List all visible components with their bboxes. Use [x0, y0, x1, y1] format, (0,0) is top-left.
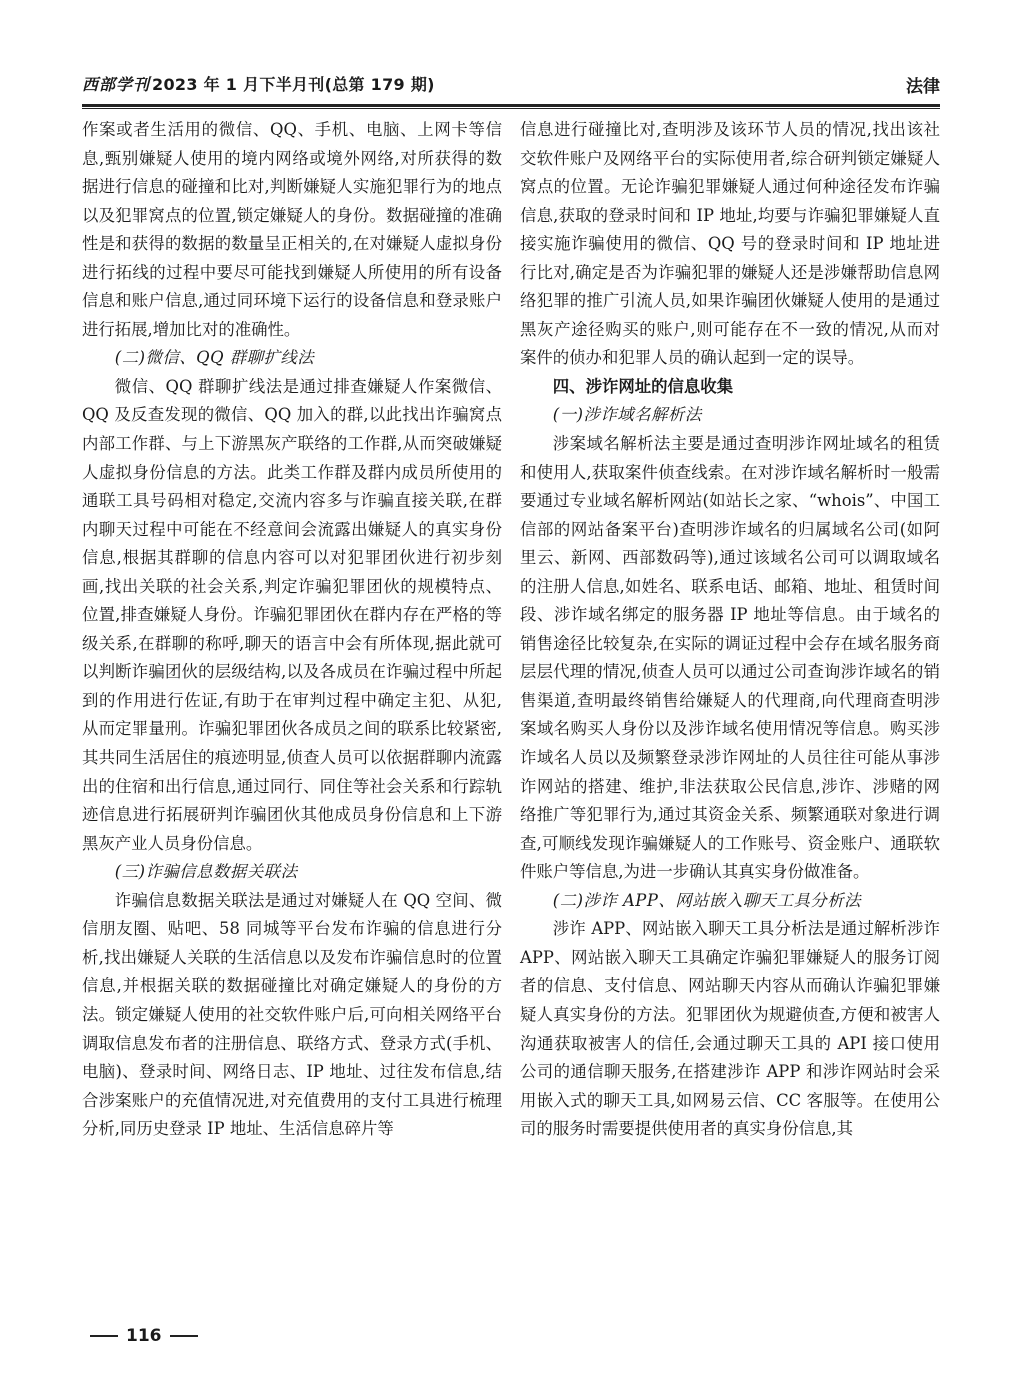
journal-logo: 西部学刊 [82, 75, 151, 94]
subsection-heading: (二)涉诈 APP、网站嵌入聊天工具分析法 [552, 890, 862, 910]
header-rule-thin [82, 108, 940, 109]
page-number: 116 [126, 1326, 162, 1346]
footer-dash-right [170, 1335, 198, 1337]
header-rule [82, 104, 940, 107]
subsection-heading: (二)微信、QQ 群聊扩线法 [114, 348, 315, 368]
right-column [520, 116, 940, 1144]
paragraph: 涉案域名解析法主要是通过查明涉诈网址域名的租赁和使用人,获取案件侦查线索。在对涉诈域名解析时一般需要通过专业域名解析网站(如站长之家、“whois”、中国工信部的网站备案平台)查明涉诈域名的归属域名公司(如阿里云、新网、西部数码等),通过该域名公司可以调取域名的注册人信息,如姓名、联系电话、邮箱、地址、租赁时间段、涉诈域名绑定的服务器 IP 地址等信息。由于域名的销售途径比较复杂,在实际的调证过程中会存在域名服务商层层代理的情况,侦查人员可以通过公司查询涉诈域名的销售渠道,查明最终销售给嫌疑人的代理商,向代理商查明涉案域名购买人身份以及涉诈域名使用情况等信息。购买涉诈域名人员以及频繁登录涉诈网址的人员往往可能从事涉诈网站的搭建、维护,非法获取公民信息,涉诈、涉赌的网络推广等犯罪行为,通过其资金关系、频繁通联对象进行调查,可顺线发现诈骗嫌疑人的工作账号、资金账户、通联软件账户等信息,为进一步确认其真实身份做准备。 [520, 434, 940, 882]
footer-dash-left [90, 1335, 118, 1337]
section-label: 法律 [906, 77, 940, 97]
paragraph: 涉诈 APP、网站嵌入聊天工具分析法是通过解析涉诈 APP、网站嵌入聊天工具确定诈骗犯罪嫌疑人的服务订阅者的信息、支付信息、网站聊天内容从而确认诈骗犯罪嫌疑人真实身份的方法。犯罪团伙为规避侦查,方便和被害人沟通获取被害人的信任,会通过聊天工具的 API 接口使用公司的通信聊天服务,在搭建涉诈 APP 和涉诈网站时会采用嵌入式的聊天工具,如网易云信、CC 客服等。在使用公司的服务时需要提供使用者的真实身份信息,其 [520, 919, 940, 1139]
left-column [82, 116, 502, 1144]
section-heading: 四、涉诈网址的信息收集 [552, 376, 734, 396]
subsection-heading: (一)涉诈域名解析法 [552, 405, 702, 425]
running-header [82, 70, 940, 100]
journal-title [82, 72, 435, 95]
paragraph: 作案或者生活用的微信、QQ、手机、电脑、上网卡等信息,甄别嫌疑人使用的境内网络或境外网络,对所获得的数据进行信息的碰撞和比对,判断嫌疑人实施犯罪行为的地点以及犯罪窝点的位置,锁定嫌疑人的身份。数据碰撞的准确性是和获得的数据的数量呈正相关的,在对嫌疑人虚拟身份进行拓线的过程中要尽可能找到嫌疑人所使用的所有设备信息和账户信息,通过同环境下运行的设备信息和登录账户进行拓展,增加比对的准确性。 [82, 120, 502, 339]
paragraph: 微信、QQ 群聊扩线法是通过排查嫌疑人作案微信、QQ 及反查发现的微信、QQ 加入的群,以此找出诈骗窝点内部工作群、与上下游黑灰产联络的工作群,从而突破嫌疑人虚拟身份信息的方法。此类工作群及群内成员所使用的通联工具号码相对稳定,交流内容多与诈骗直接关联,在群内聊天过程中可能在不经意间会流露出嫌疑人的真实身份信息,根据其群聊的信息内容可以对犯罪团伙进行初步刻画,找出关联的社会关系,判定诈骗犯罪团伙的规模特点、位置,排查嫌疑人身份。诈骗犯罪团伙在群内存在严格的等级关系,在群聊的称呼,聊天的语言中会有所体现,据此就可以判断诈骗团伙的层级结构,以及各成员在诈骗过程中所起到的作用进行佐证,有助于在审判过程中确定主犯、从犯,从而定罪量刑。诈骗犯罪团伙各成员之间的联系比较紧密,其共同生活居住的痕迹明显,侦查人员可以依据群聊内流露出的住宿和出行信息,通过同行、同住等社会关系和行踪轨迹信息进行拓展研判诈骗团伙其他成员身份信息和上下游黑灰产业人员身份信息。 [82, 376, 502, 853]
paragraph: 诈骗信息数据关联法是通过对嫌疑人在 QQ 空间、微信朋友圈、贴吧、58 同城等平台发布诈骗的信息进行分析,找出嫌疑人关联的生活信息以及发布诈骗信息时的位置信息,并根据关联的数据碰撞比对确定嫌疑人的身份的方法。锁定嫌疑人使用的社交软件账户后,可向相关网络平台调取信息发布者的注册信息、联络方式、登录方式(手机、电脑)、登录时间、网络日志、IP 地址、过往发布信息,结合涉案账户的充值情况进,对充值费用的支付工具进行梳理分析,同历史登录 IP 地址、生活信息碎片等 [82, 890, 502, 1139]
subsection-heading: (三)诈骗信息数据关联法 [114, 862, 298, 882]
journal-issue: 2023 年 1 月下半月刊(总第 179 期) [152, 75, 435, 94]
paragraph: 信息进行碰撞比对,查明涉及该环节人员的情况,找出该社交软件账户及网络平台的实际使用者,综合研判锁定嫌疑人窝点的位置。无论诈骗犯罪嫌疑人通过何种途径发布诈骗信息,获取的登录时间和 IP 地址,均要与诈骗犯罪嫌疑人直接实施诈骗使用的微信、QQ 号的登录时间和 IP 地址进行比对,确定是否为诈骗犯罪的嫌疑人还是涉嫌帮助信息网络犯罪的推广引流人员,如果诈骗团伙嫌疑人使用的是通过黑灰产途径购买的账户,则可能存在不一致的情况,从而对案件的侦办和犯罪人员的确认起到一定的误导。 [520, 120, 940, 368]
page-footer [82, 1326, 206, 1346]
